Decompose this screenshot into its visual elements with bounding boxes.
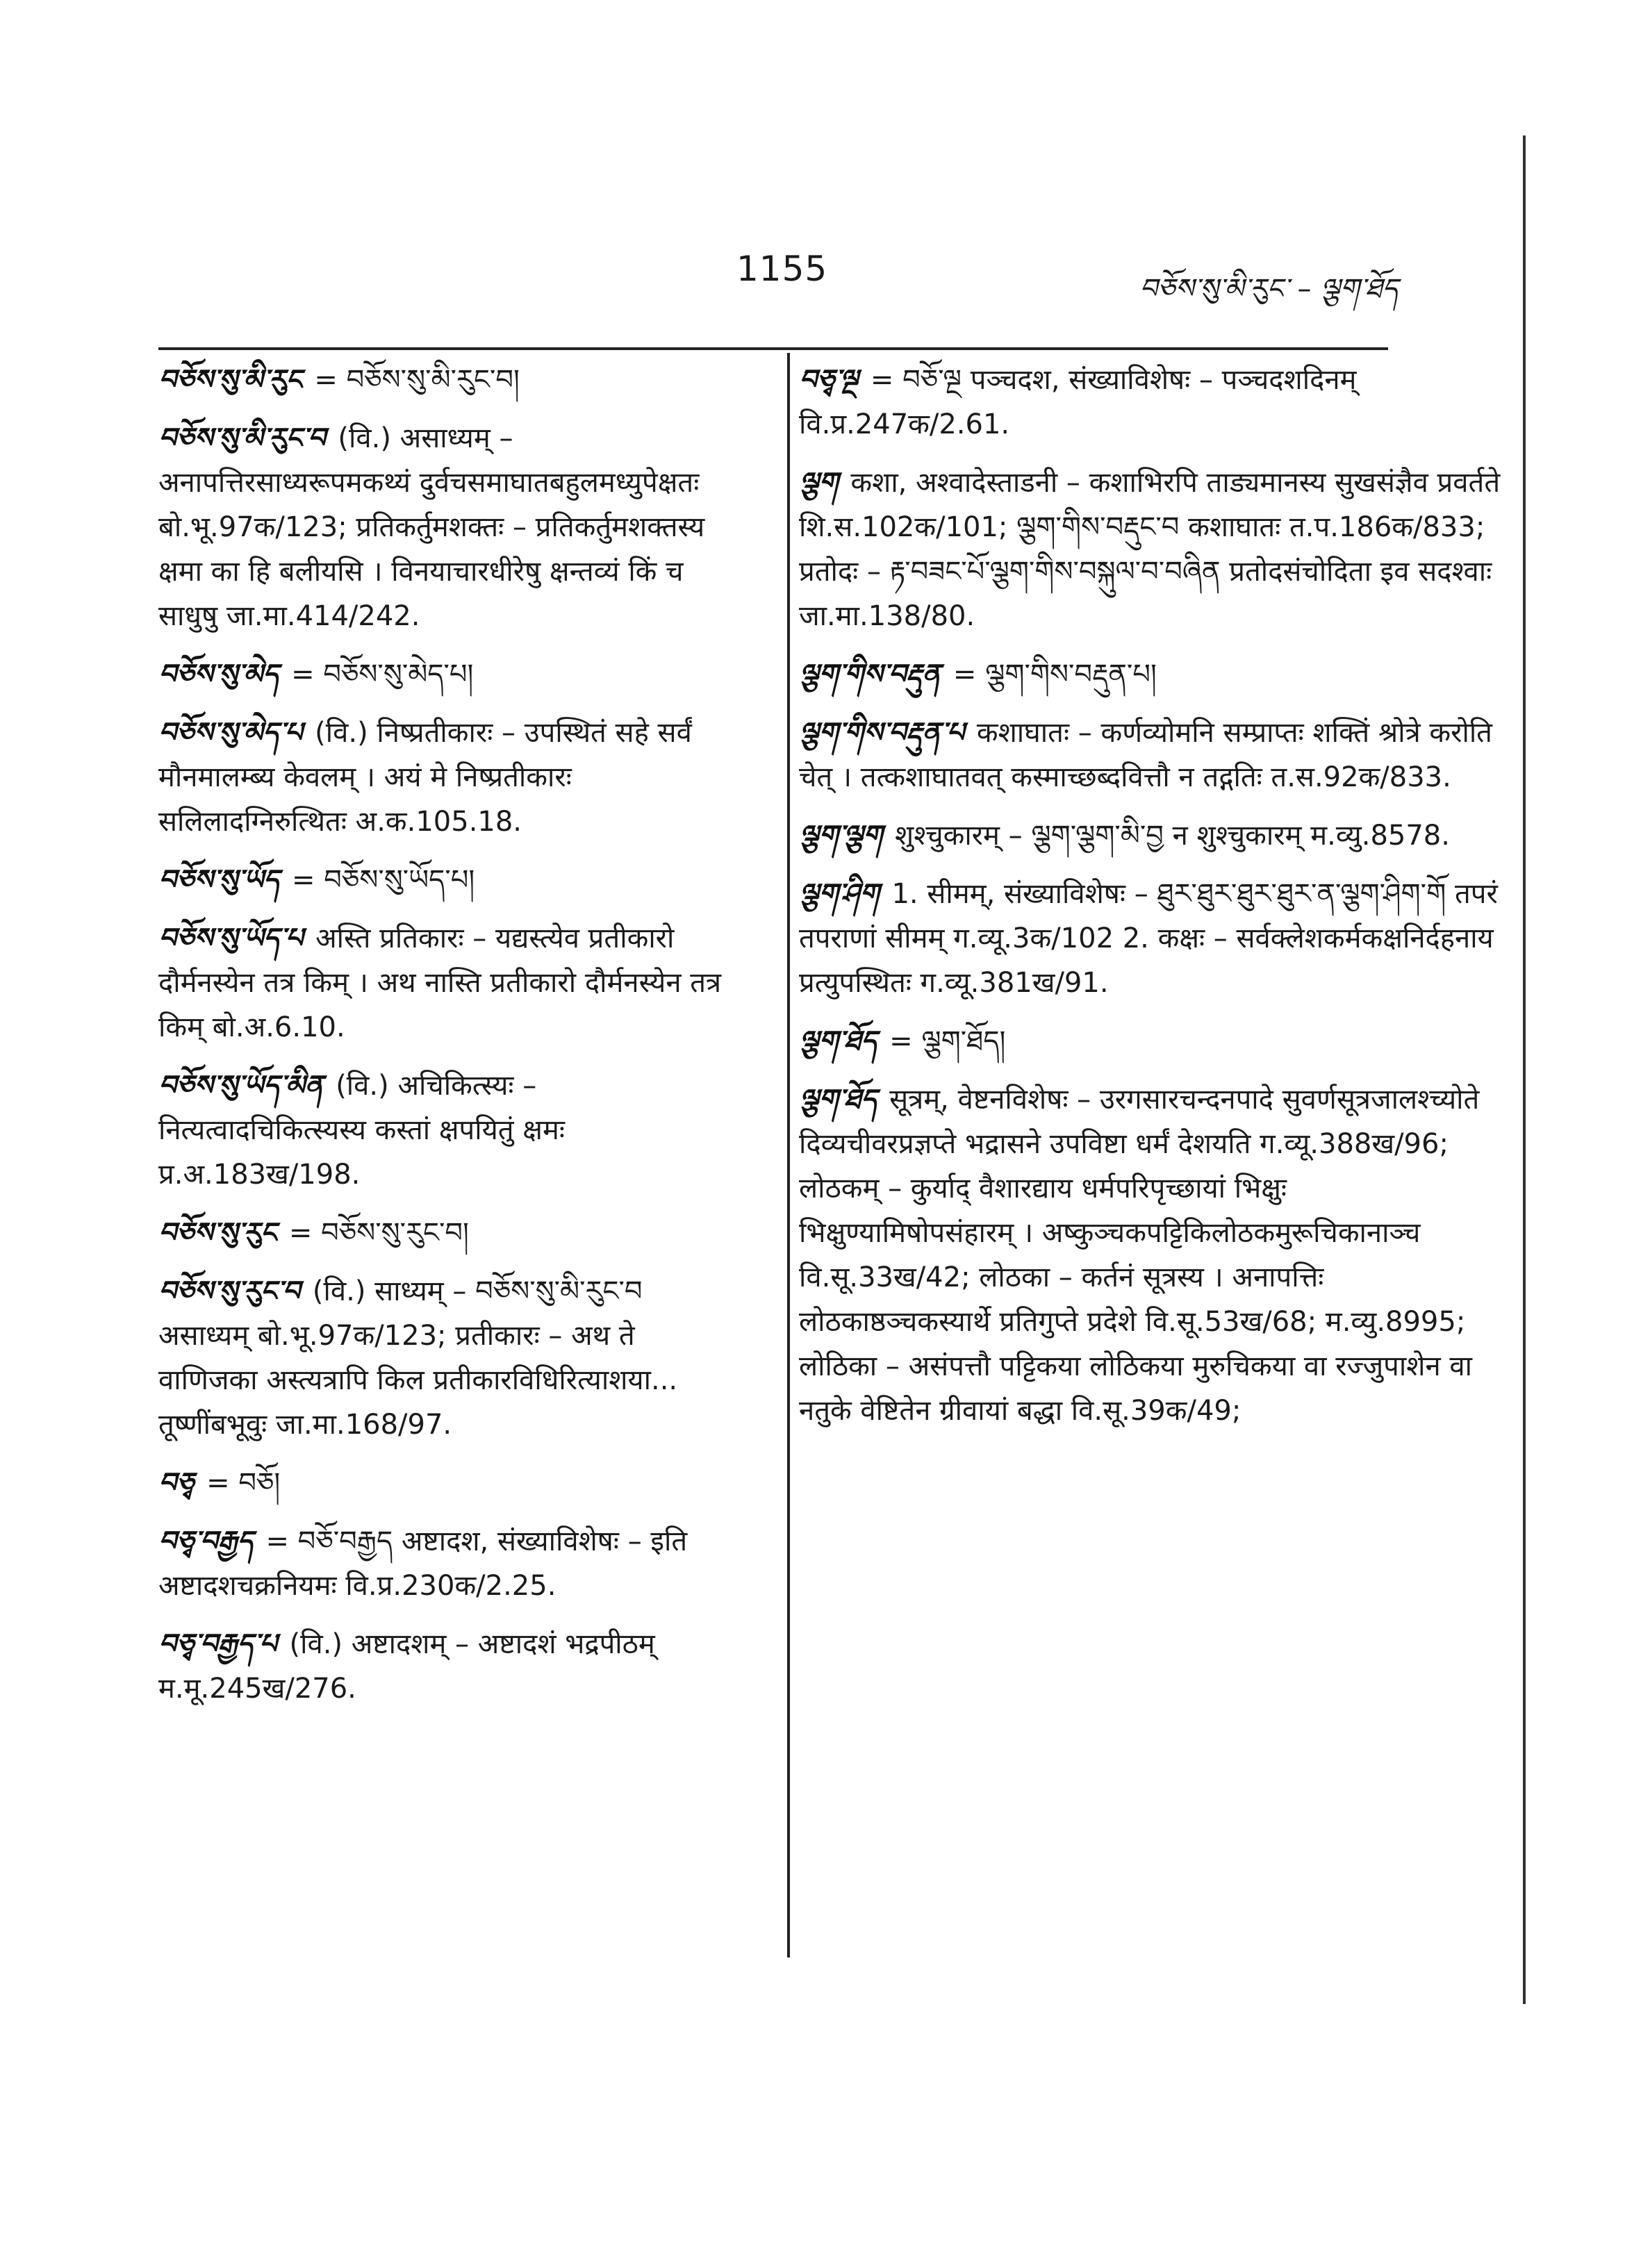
dictionary-entry [799, 461, 1501, 638]
entry-headword: བཅོས་སུ་རུང [158, 1216, 277, 1249]
entry-headword: ལྕག་ལྕག [799, 819, 882, 852]
entry-headword: བཅོས་སུ་མི་རུང་བ [158, 422, 326, 454]
entry-headword: བཅོས་སུ་ཡོད་མིན [158, 1069, 324, 1102]
entry-definition: कशा, अश्वादेस्ताडनी – कशाभिरपि ताड्यमानस्य सुखसंज्ञैव प्रवर्तते शि.स.102क/101; ལྕག་གིས་བརྡུང་བ कशाघातः त.प.186क/833; प्रतोदः – རྟ་བཟང་པོ་ལྕག་གིས་བསྐུལ་བ་བཞིན प्रतोदसंचोदिता इव सदश्वाः जा.मा.138/80. [799, 467, 1501, 632]
entry-definition: = བཅོ། [206, 1467, 281, 1499]
dictionary-entry [158, 652, 735, 697]
entry-headword: བཅོས་སུ་ཡོད [158, 863, 280, 896]
running-head: བཅོས་སུ་མི་རུང་ – ལྕག་ཐོད [1139, 273, 1399, 305]
entry-headword: ལྕག་ཐོད [799, 1025, 877, 1057]
entry-headword: བཅྭ་བརྒྱད [158, 1525, 254, 1557]
dictionary-entry [158, 1622, 735, 1711]
entry-headword: ལྕག [799, 466, 839, 499]
left-column [158, 358, 735, 1725]
right-column [799, 358, 1501, 1447]
entry-definition: (वि.) असाध्यम् – अनापत्तिरसाध्यरूपमकथ्यं दुर्वचसमाघातबहुलमध्युपेक्षतः बो.भू.97क/123; प्रतिकर्तुमशक्तः – प्रतिकर्तुमशक्तस्य क्षमा का हि बलीयसि । विनयाचारधीरेषु क्षन्तव्यं किं च साधुषु जा.मा.414/242. [158, 422, 705, 632]
entry-headword: བཅྭ [158, 1466, 195, 1499]
entry-headword: བཅོས་སུ་མེད [158, 658, 279, 690]
entry-definition: = བཅོས་སུ་མི་རུང་བ། [314, 364, 520, 396]
dictionary-entry [158, 358, 735, 402]
dictionary-entry [158, 916, 735, 1050]
page-number: 1155 [736, 249, 828, 289]
dictionary-entry [158, 858, 735, 902]
entry-definition: = བཅོ་བརྒྱད अष्टादश, संख्याविशेषः – इति अष्टादशचक्रनियमः वि.प्र.230क/2.25. [158, 1525, 688, 1602]
dictionary-entry [799, 358, 1501, 447]
entry-definition: 1. सीमम्, संख्याविशेषः – ཐུར་ཐུར་ཐུར་ཐུར་ན་ལྕག་ཤིག་གོ तपरं तपराणां सीमम् ग.व्यू.3क/102 2. कक्षः – सर्वक्लेशकर्मकक्षनिर्दहनाय प्रत्युपस्थितः ग.व्यू.381ख/91. [799, 878, 1498, 999]
entry-definition: (वि.) अष्टादशम् – अष्टादशं भद्रपीठम् म.मू.245ख/276. [158, 1628, 655, 1705]
entry-headword: བཅོས་སུ་ཡོད་པ [158, 922, 304, 954]
entry-definition: कशाघातः – कर्णव्योमनि सम्प्राप्तः शक्तिं श्रोत्रे करोति चेत् । तत्कशाघातवत् कस्माच्छब्दवित्तौ न तद्गतिः त.स.92क/833. [799, 717, 1492, 793]
entry-definition: = བཅོ་ལྔ पञ्चदश, संख्याविशेषः – पञ्चदशदिनम् वि.प्र.247क/2.61. [799, 364, 1357, 440]
entry-headword: བཅོས་སུ་མི་རུང [158, 363, 302, 396]
entry-definition: (वि.) अचिकित्स्यः – नित्यत्वादचिकित्स्यस्य कस्तां क्षपयितुं क्षमः प्र.अ.183ख/198. [158, 1070, 565, 1191]
entry-headword: ལྕག་གིས་བརྡུན་པ [799, 716, 964, 749]
entry-definition: अस्ति प्रतिकारः – यद्यस्त्येव प्रतीकारो दौर्मनस्येन तत्र किम् । अथ नास्ति प्रतीकारो दौर्मनस्येन तत्र किम् बो.अ.6.10. [158, 922, 722, 1043]
dictionary-entry [158, 1211, 735, 1255]
header-rule [158, 347, 1388, 350]
entry-definition: = བཅོས་སུ་རུང་བ། [288, 1217, 469, 1249]
entry-headword: བཅྭ་བརྒྱད་པ [158, 1628, 277, 1660]
column-divider [787, 353, 790, 1957]
dictionary-entry [799, 813, 1501, 858]
entry-definition: = ལྕག་གིས་བརྡུན་པ། [952, 659, 1157, 690]
entry-headword: ལྕག་གིས་བརྡུན [799, 658, 941, 690]
entry-headword: བཅྭ་ལྔ [799, 363, 858, 396]
dictionary-entry [799, 872, 1501, 1005]
dictionary-entry [799, 1019, 1501, 1063]
dictionary-entry [799, 711, 1501, 800]
entry-definition: = ལྕག་ཐོད། [889, 1025, 1006, 1057]
entry-definition: = བཅོས་སུ་མེད་པ། [291, 659, 474, 690]
dictionary-entry [799, 652, 1501, 697]
entry-headword: ལྕག་ཐོད [799, 1083, 877, 1116]
entry-headword: ལྕག་ཤིག [799, 877, 880, 910]
entry-definition: शुश्चुकारम् – ལྕག་ལྕག་མི་བྱ न शुश्चुकारम् म.व्यु.8578. [895, 820, 1450, 852]
entry-definition: (वि.) निष्प्रतीकारः – उपस्थितं सहे सर्वं मौनमालम्ब्य केवलम् । अयं मे निष्प्रतीकारः सलिलादग्निरुत्थितः अ.क.105.18. [158, 717, 692, 838]
dictionary-entry [158, 1269, 735, 1447]
page-edge-line [1523, 135, 1526, 2004]
entry-definition: सूत्रम्, वेष्टनविशेषः – उरगसारचन्दनपादे सुवर्णसूत्रजालश्च्योते दिव्यचीवरप्रज्ञप्ते भद्रासने उपविष्टा धर्मं देशयति ग.व्यू.388ख/96; लोठकम् – कुर्याद् वैशारद्याय धर्मपरिपृच्छायां भिक्षुः भिक्षुण्यामिषोपसंहारम् । अष्कुञ्चकपट्टिकिलोठकमुरूचिकानाञ्च वि.सू.33ख/42; लोठका – कर्तनं सूत्रस्य । अनापत्तिः लोठकाष्ठञ्चकस्यार्थे प्रतिगुप्ते प्रदेशे वि.सू.53ख/68; म.व्यु.8995; लोठिका – असंपत्तौ पट्टिकया लोठिकया मुरुचिकया वा रज्जुपाशेन वा नतुके वेष्टितेन ग्रीवायां बद्धा वि.सू.39क/49; [799, 1084, 1480, 1427]
dictionary-entry [799, 1077, 1501, 1433]
dictionary-entry [158, 1063, 735, 1197]
entry-headword: བཅོས་སུ་རུང་བ [158, 1275, 300, 1307]
entry-headword: བཅོས་སུ་མེད་པ [158, 716, 303, 749]
dictionary-entry [158, 1461, 735, 1505]
dictionary-entry [158, 416, 735, 638]
dictionary-entry [158, 1519, 735, 1608]
dictionary-entry [158, 711, 735, 844]
entry-definition: = བཅོས་སུ་ཡོད་པ། [292, 864, 475, 896]
entry-definition: (वि.) साध्यम् – བཅོས་སུ་མི་རུང་བ असाध्यम् बो.भू.97क/123; प्रतीकारः – अथ ते वाणिजका अस्त्यत्रापि किल प्रतीकारविधिरित्याशया... तूष्णींबभूवुः जा.मा.168/97. [158, 1275, 678, 1441]
